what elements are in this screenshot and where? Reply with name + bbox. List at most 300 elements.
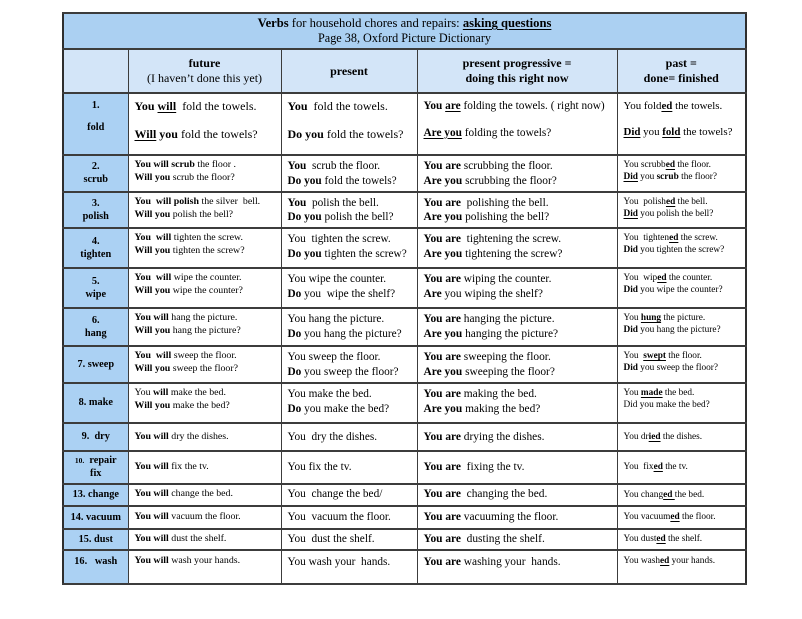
- text-segment: Are you: [423, 248, 463, 261]
- sentence-line: [135, 533, 275, 546]
- sentence-line: [624, 171, 740, 183]
- row-label-vacuum: [63, 506, 128, 529]
- cell-wipe-present: [281, 268, 417, 308]
- text-segment: You: [623, 313, 641, 324]
- text-segment: ied: [648, 431, 661, 442]
- text-segment: You dust: [623, 534, 657, 545]
- text-segment: You are: [423, 351, 461, 364]
- text-segment: you sweep the floor?: [637, 363, 719, 374]
- label-line: [70, 173, 122, 186]
- text-segment: fold the towels?: [321, 174, 397, 187]
- text-segment: You fix: [623, 462, 654, 473]
- label-line: [70, 210, 122, 223]
- text-segment: you wipe the counter?: [637, 285, 723, 296]
- text-segment: You wash: [623, 555, 661, 566]
- sentence-line: [624, 99, 740, 113]
- text-segment: Did: [623, 363, 638, 374]
- label-line: [70, 314, 122, 327]
- sentence-line: [624, 555, 740, 567]
- text-segment: scrub the floor?: [170, 171, 235, 183]
- text-segment: folding the towels. ( right now): [460, 100, 605, 112]
- cell-hang-future: [128, 308, 281, 346]
- cell-dust-progressive: [417, 529, 617, 550]
- cell-hang-progressive: [417, 308, 617, 346]
- cell-tighten-future: [128, 228, 281, 268]
- cell-tighten-present: [281, 228, 417, 268]
- text-segment: You will polish: [134, 195, 199, 207]
- text-segment: 1.: [91, 100, 100, 111]
- cell-dry-future: [128, 423, 281, 451]
- table-row: [63, 93, 746, 155]
- table-body: [63, 13, 746, 584]
- text-segment: You scrubb: [623, 160, 666, 170]
- text-segment: ed: [665, 160, 676, 170]
- text-segment: you sweep the floor?: [301, 365, 399, 378]
- sentence-line: [288, 532, 411, 547]
- cell-polish-present: [281, 192, 417, 229]
- text-segment: wiping the counter.: [460, 273, 552, 286]
- text-segment: You are: [423, 196, 461, 209]
- text-segment: You: [287, 160, 307, 172]
- sentence-line: [424, 402, 611, 417]
- header-corner: [63, 49, 128, 93]
- sentence-line: [624, 387, 740, 399]
- sentence-line: [424, 487, 611, 502]
- cell-wash-present: [281, 550, 417, 584]
- text-segment: dusting the shelf.: [460, 532, 545, 545]
- text-segment: ed: [656, 534, 666, 545]
- text-segment: sweeping the floor?: [462, 366, 555, 379]
- text-segment: Do: [287, 402, 302, 415]
- sentence-line: [288, 487, 411, 502]
- text-segment: Do: [287, 327, 302, 340]
- sentence-line: [288, 402, 411, 417]
- table-title: [63, 13, 746, 49]
- cell-wipe-progressive: [417, 268, 617, 308]
- text-segment: the bed.: [662, 387, 695, 398]
- row-label-hang: [63, 308, 128, 346]
- text-segment: tightening the screw?: [462, 248, 563, 261]
- cell-sweep-future: [128, 346, 281, 383]
- cell-change-future: [128, 484, 281, 506]
- label-line: [70, 235, 122, 248]
- cell-polish-progressive: [417, 192, 617, 229]
- text-segment: fold the towels?: [177, 126, 258, 141]
- text-segment: changing the bed.: [460, 488, 548, 501]
- text-segment: You dr: [623, 431, 649, 442]
- sentence-line: [135, 312, 275, 325]
- text-segment: Will you: [134, 285, 171, 297]
- label-line: [70, 430, 122, 443]
- text-segment: Verbs: [257, 16, 289, 31]
- cell-tighten-past: [617, 228, 746, 268]
- cell-scrub-past: [617, 155, 746, 192]
- row-label-fold: [63, 93, 128, 155]
- text-segment: You are: [423, 273, 461, 286]
- sentence-line: [288, 196, 411, 211]
- sentence-line: [135, 461, 275, 474]
- text-segment: asking questions: [462, 16, 552, 31]
- text-segment: You vacuum: [623, 512, 671, 523]
- sentence-line: [624, 196, 740, 208]
- text-segment: 15. dust: [78, 533, 113, 545]
- text-segment: tighten the screw?: [321, 247, 407, 260]
- text-segment: Are you: [423, 211, 463, 224]
- cell-dust-future: [128, 529, 281, 550]
- sentence-line: [624, 125, 740, 139]
- text-segment: scrub: [83, 174, 109, 186]
- text-segment: You are: [423, 387, 461, 400]
- text-segment: fold the towels?: [323, 126, 404, 141]
- text-segment: the floor?: [678, 172, 717, 183]
- row-label-dry: [63, 423, 128, 451]
- sentence-line: [288, 210, 411, 225]
- text-segment: Did you make the bed?: [623, 400, 710, 411]
- text-segment: 6.: [91, 314, 100, 326]
- cell-wipe-past: [617, 268, 746, 308]
- text-segment: washing your hands.: [460, 555, 561, 568]
- sentence-line: [288, 159, 411, 174]
- text-segment: You are: [423, 160, 461, 172]
- table-row: [63, 451, 746, 484]
- sentence-line: [424, 532, 611, 547]
- text-segment: repair fix: [84, 454, 120, 480]
- sentence-line: [424, 387, 611, 402]
- sentence-line: [624, 272, 740, 284]
- cell-dry-progressive: [417, 423, 617, 451]
- text-segment: vacuuming the floor.: [460, 510, 559, 523]
- text-segment: tighten: [80, 249, 112, 261]
- sentence-line: [624, 350, 740, 362]
- label-line: [70, 99, 122, 112]
- text-segment: Do you: [287, 174, 322, 187]
- text-segment: You are: [423, 488, 461, 501]
- sentence-line: [624, 208, 740, 220]
- label-line: [70, 121, 122, 134]
- text-segment: You will scrub: [134, 159, 195, 170]
- text-segment: past =: [665, 56, 697, 70]
- text-segment: 4.: [91, 235, 100, 247]
- cell-dry-past: [617, 423, 746, 451]
- sentence-line: [424, 327, 611, 342]
- label-line: [70, 288, 122, 301]
- sentence-line: [288, 460, 411, 475]
- cell-repair-fix-past: [617, 451, 746, 484]
- table-row: [63, 383, 746, 423]
- sentence-line: [424, 555, 611, 570]
- text-segment: Did: [623, 126, 641, 139]
- title-line1: [68, 16, 741, 31]
- text-segment: polishing the bell?: [462, 211, 550, 224]
- header-future: [128, 49, 281, 93]
- text-segment: ed: [657, 273, 667, 284]
- sentence-line: [424, 350, 611, 365]
- text-segment: the dishes.: [660, 431, 703, 442]
- text-segment: Will you: [134, 399, 171, 411]
- sentence-line: [424, 430, 611, 445]
- label-line: [70, 396, 122, 409]
- text-segment: you wiping the shelf?: [441, 288, 543, 301]
- text-segment: Do you: [287, 247, 322, 260]
- text-segment: Will you: [134, 245, 171, 257]
- sentence-line: [424, 210, 611, 225]
- row-label-tighten: [63, 228, 128, 268]
- text-segment: 7. sweep: [77, 358, 115, 370]
- cell-change-past: [617, 484, 746, 506]
- text-segment: you hang the picture?: [637, 325, 721, 336]
- cell-wash-progressive: [417, 550, 617, 584]
- text-segment: Are you: [423, 328, 463, 341]
- cell-sweep-present: [281, 346, 417, 383]
- sentence-line: [288, 232, 411, 247]
- sentence-line: [135, 196, 275, 209]
- cell-tighten-progressive: [417, 228, 617, 268]
- cell-vacuum-progressive: [417, 506, 617, 529]
- cell-vacuum-future: [128, 506, 281, 529]
- cell-fold-future: [128, 93, 281, 155]
- cell-repair-fix-future: [128, 451, 281, 484]
- text-segment: hung: [640, 313, 662, 324]
- text-segment: sweeping the floor.: [460, 351, 551, 364]
- cell-wipe-future: [128, 268, 281, 308]
- text-segment: You tighten: [623, 233, 670, 244]
- text-segment: You are: [423, 233, 461, 246]
- sentence-line: [424, 365, 611, 380]
- verbs-table: [62, 12, 747, 585]
- row-label-polish: [63, 192, 128, 229]
- text-segment: hang the picture?: [170, 325, 241, 337]
- text-segment: the silver bell.: [199, 195, 261, 207]
- text-segment: You: [423, 100, 446, 112]
- text-segment: hanging the picture.: [460, 313, 555, 326]
- sentence-line: [624, 244, 740, 256]
- sentence-line: [624, 324, 740, 336]
- text-segment: Did: [623, 325, 638, 336]
- header-row: [63, 49, 746, 93]
- text-segment: done= finished: [643, 71, 719, 85]
- sentence-line: [288, 510, 411, 525]
- text-segment: the floor.: [665, 351, 702, 362]
- sentence-line: [135, 127, 275, 143]
- text-segment: the floor.: [679, 512, 716, 523]
- text-segment: Did: [623, 208, 638, 219]
- cell-vacuum-past: [617, 506, 746, 529]
- sentence-line: [424, 312, 611, 327]
- text-segment: 3.: [91, 197, 100, 209]
- sentence-line: [135, 511, 275, 524]
- text-segment: swept: [643, 351, 666, 362]
- text-segment: polish the bell.: [306, 196, 379, 209]
- text-segment: You will: [134, 430, 169, 442]
- cell-fold-progressive: [417, 93, 617, 155]
- text-segment: drying the dishes.: [460, 430, 545, 443]
- text-segment: 5.: [91, 275, 100, 287]
- sentence-line: [135, 99, 275, 115]
- text-segment: you make the bed?: [301, 402, 390, 415]
- sentence-line: [288, 327, 411, 342]
- text-segment: You will: [134, 272, 172, 284]
- sentence-line: [288, 312, 411, 327]
- sentence-line: [288, 247, 411, 262]
- cell-hang-past: [617, 308, 746, 346]
- text-segment: You will: [134, 554, 169, 566]
- text-segment: 10.: [74, 455, 85, 465]
- text-segment: tighten the screw.: [171, 232, 244, 244]
- cell-vacuum-present: [281, 506, 417, 529]
- sentence-line: [424, 126, 611, 141]
- sentence-line: [288, 99, 411, 115]
- text-segment: Do: [287, 287, 302, 300]
- row-label-sweep: [63, 346, 128, 383]
- text-segment: fold the towels.: [176, 99, 257, 113]
- sentence-line: [288, 430, 411, 445]
- text-segment: the bed.: [674, 489, 705, 500]
- text-segment: vacuum the floor.: [168, 510, 241, 522]
- text-segment: folding the towels?: [461, 126, 552, 139]
- text-segment: hang: [84, 328, 107, 340]
- table-row: [63, 484, 746, 506]
- text-segment: Did: [623, 285, 638, 296]
- text-segment: scrub the floor.: [306, 160, 381, 172]
- sentence-line: [135, 159, 275, 172]
- text-segment: ed: [665, 196, 676, 207]
- title-row: [63, 13, 746, 49]
- text-segment: scrub: [656, 172, 679, 183]
- sentence-line: [135, 350, 275, 363]
- cell-polish-future: [128, 192, 281, 229]
- text-segment: will: [153, 386, 169, 398]
- sentence-line: [424, 196, 611, 211]
- text-segment: You vacuum the floor.: [287, 510, 391, 523]
- text-segment: the picture.: [661, 313, 706, 324]
- text-segment: making the bed?: [462, 402, 541, 415]
- text-segment: You: [134, 99, 158, 113]
- row-label-wipe: [63, 268, 128, 308]
- text-segment: future: [188, 56, 221, 70]
- cell-hang-present: [281, 308, 417, 346]
- sentence-line: [135, 285, 275, 298]
- text-segment: You will: [134, 510, 169, 522]
- sentence-line: [624, 284, 740, 296]
- text-segment: You are: [423, 532, 461, 545]
- text-segment: You make the bed.: [287, 387, 372, 400]
- sentence-line: [424, 232, 611, 247]
- cell-polish-past: [617, 192, 746, 229]
- text-segment: Are you: [423, 366, 463, 379]
- title-line2: Page 38, Oxford Picture Dictionary: [318, 31, 491, 46]
- label-line: [70, 327, 122, 340]
- text-segment: you tighten the screw?: [637, 245, 725, 256]
- text-segment: hanging the picture?: [462, 328, 559, 341]
- text-segment: You polish: [623, 196, 666, 207]
- sentence-line: [135, 400, 275, 413]
- text-segment: You: [134, 386, 153, 398]
- table-row: [63, 308, 746, 346]
- text-segment: make the bed.: [168, 386, 226, 398]
- header-present: [281, 49, 417, 93]
- text-segment: fix the tv.: [168, 460, 209, 472]
- text-segment: hang the picture.: [168, 312, 238, 324]
- text-segment: wipe: [85, 289, 107, 301]
- text-segment: You wip: [623, 273, 658, 284]
- text-segment: Are you: [423, 126, 462, 139]
- cell-dust-present: [281, 529, 417, 550]
- row-label-wash: [63, 550, 128, 584]
- cell-fold-past: [617, 93, 746, 155]
- text-segment: You will: [134, 460, 169, 472]
- sentence-line: [624, 399, 740, 411]
- text-segment: 8. make: [78, 397, 113, 409]
- label-line: [70, 488, 122, 501]
- text-segment: you: [637, 172, 657, 183]
- text-segment: fold the towels.: [307, 99, 388, 113]
- header-line: [424, 71, 611, 86]
- sentence-line: [624, 312, 740, 324]
- text-segment: you wipe the shelf?: [301, 287, 396, 300]
- text-segment: ed: [670, 512, 680, 523]
- sentence-line: [135, 172, 275, 185]
- text-segment: You are: [423, 313, 461, 326]
- sentence-line: [135, 272, 275, 285]
- text-segment: You chang: [623, 489, 664, 500]
- text-segment: Are you: [423, 402, 463, 415]
- cell-fold-present: [281, 93, 417, 155]
- text-segment: You will: [134, 532, 169, 544]
- text-segment: You dry the dishes.: [287, 430, 378, 443]
- sentence-line: [135, 363, 275, 376]
- text-segment: made: [640, 387, 663, 398]
- text-segment: the bell.: [675, 196, 708, 207]
- sentence-line: [135, 245, 275, 258]
- cell-sweep-past: [617, 346, 746, 383]
- sentence-line: [288, 555, 411, 570]
- label-line: [70, 555, 122, 568]
- text-segment: You wash your hands.: [287, 555, 391, 568]
- text-segment: Are you: [423, 174, 463, 187]
- text-segment: your hands.: [669, 555, 716, 566]
- sentence-line: [424, 99, 611, 114]
- text-segment: 2.: [91, 160, 100, 172]
- text-segment: You: [623, 387, 641, 398]
- text-segment: tighten the screw?: [170, 245, 245, 257]
- text-segment: ed: [653, 462, 663, 473]
- text-segment: 14. vacuum: [70, 511, 121, 523]
- cell-wash-past: [617, 550, 746, 584]
- text-segment: fixing the tv.: [460, 460, 525, 473]
- text-segment: You wipe the counter.: [287, 273, 387, 286]
- sentence-line: [135, 387, 275, 400]
- text-segment: Do: [287, 365, 302, 378]
- text-segment: Will you: [134, 208, 171, 220]
- text-segment: scrubbing the floor?: [462, 174, 557, 187]
- text-segment: ed: [660, 555, 670, 566]
- sentence-line: [135, 232, 275, 245]
- cell-make-progressive: [417, 383, 617, 423]
- sentence-line: [424, 510, 611, 525]
- row-label-scrub: [63, 155, 128, 192]
- text-segment: polish the bell?: [321, 211, 394, 224]
- sentence-line: [624, 431, 740, 443]
- header-line: [424, 56, 611, 71]
- text-segment: polish the bell?: [170, 208, 234, 220]
- row-label-make: [63, 383, 128, 423]
- text-segment: sweep the floor?: [170, 363, 238, 375]
- sentence-line: [624, 533, 740, 545]
- text-segment: present progressive =: [462, 56, 572, 70]
- text-segment: change the bed.: [168, 488, 233, 500]
- text-segment: You: [287, 196, 307, 209]
- text-segment: You will: [134, 232, 172, 244]
